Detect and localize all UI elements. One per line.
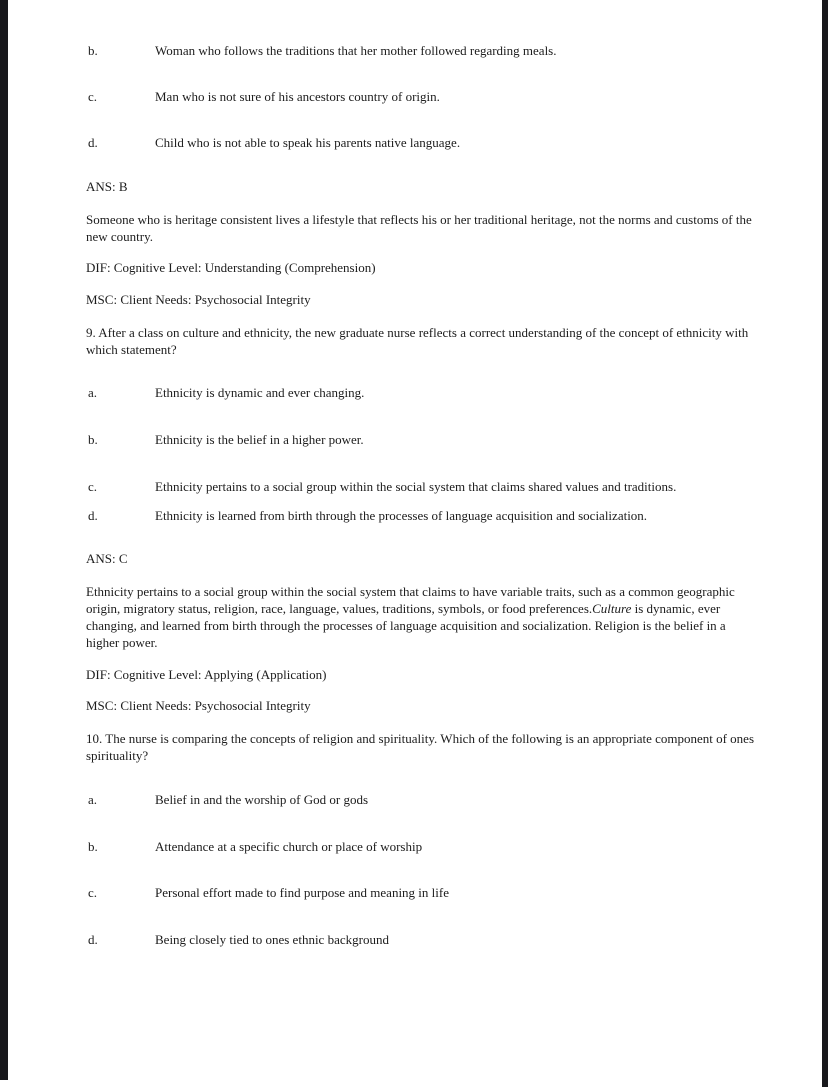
- option-text: Woman who follows the traditions that her mother followed regarding meals.: [155, 43, 557, 58]
- option-text: Belief in and the worship of God or gods: [155, 792, 369, 807]
- option-row: [86, 88, 758, 105]
- option-letter: b.: [88, 43, 98, 58]
- option-row: [86, 384, 758, 401]
- option-row: [86, 507, 758, 524]
- page-left-gutter: [0, 0, 8, 1080]
- option-letter: d.: [88, 508, 98, 523]
- option-row: [86, 431, 758, 448]
- option-letter: b.: [88, 432, 98, 447]
- msc-line: MSC: Client Needs: Psychosocial Integrity: [86, 698, 311, 713]
- msc-line: MSC: Client Needs: Psychosocial Integrity: [86, 292, 311, 307]
- answer-line: ANS: C: [86, 551, 128, 566]
- dif-line: DIF: Cognitive Level: Understanding (Comprehension): [86, 260, 376, 275]
- option-letter: c.: [88, 89, 98, 104]
- option-row: [86, 931, 758, 948]
- option-text: Ethnicity is the belief in a higher power.: [155, 432, 364, 447]
- rationale-paragraph: Ethnicity pertains to a social group within the social system that claims to have variable traits, such as a common geographic origin, migratory status, religion, race, language, values, traditions, symbols, or food preferences.Culture is dynamic, ever changing, and learned from birth through the processes of language acquisition and socialization. Religion is the belief in a higher power.: [86, 584, 735, 650]
- option-letter: c.: [88, 885, 98, 900]
- page-right-gutter: [822, 0, 828, 1087]
- option-text: Child who is not able to speak his parents native language.: [155, 135, 461, 150]
- option-row: [86, 478, 758, 495]
- rationale-paragraph: Someone who is heritage consistent lives a lifestyle that reflects his or her traditional heritage, not the norms and customs of the new country.: [86, 212, 752, 244]
- option-row: [86, 42, 758, 59]
- option-text: Attendance at a specific church or place of worship: [155, 839, 423, 854]
- option-letter: b.: [88, 839, 98, 854]
- option-text: Ethnicity is learned from birth through the processes of language acquisition and socialization.: [155, 508, 648, 523]
- option-text: Ethnicity is dynamic and ever changing.: [155, 385, 365, 400]
- option-text: Man who is not sure of his ancestors country of origin.: [155, 89, 440, 104]
- option-row: [86, 791, 758, 808]
- answer-line: ANS: B: [86, 179, 128, 194]
- question-paragraph: 10. The nurse is comparing the concepts of religion and spirituality. Which of the following is an appropriate component of ones spirituality?: [86, 731, 755, 763]
- document-page: [86, 42, 758, 948]
- option-letter: d.: [88, 135, 98, 150]
- option-letter: a.: [88, 385, 98, 400]
- option-letter: a.: [88, 792, 98, 807]
- dif-line: DIF: Cognitive Level: Applying (Application): [86, 667, 327, 682]
- option-text: Personal effort made to find purpose and meaning in life: [155, 885, 449, 900]
- option-row: [86, 884, 758, 901]
- option-letter: d.: [88, 932, 98, 947]
- option-text: Being closely tied to ones ethnic background: [155, 932, 389, 947]
- option-row: [86, 838, 758, 855]
- option-letter: c.: [88, 479, 98, 494]
- option-row: [86, 134, 758, 151]
- question-paragraph: 9. After a class on culture and ethnicity, the new graduate nurse reflects a correct understanding of the concept of ethnicity with which statement?: [86, 325, 749, 357]
- option-text: Ethnicity pertains to a social group within the social system that claims shared values and traditions.: [155, 479, 677, 494]
